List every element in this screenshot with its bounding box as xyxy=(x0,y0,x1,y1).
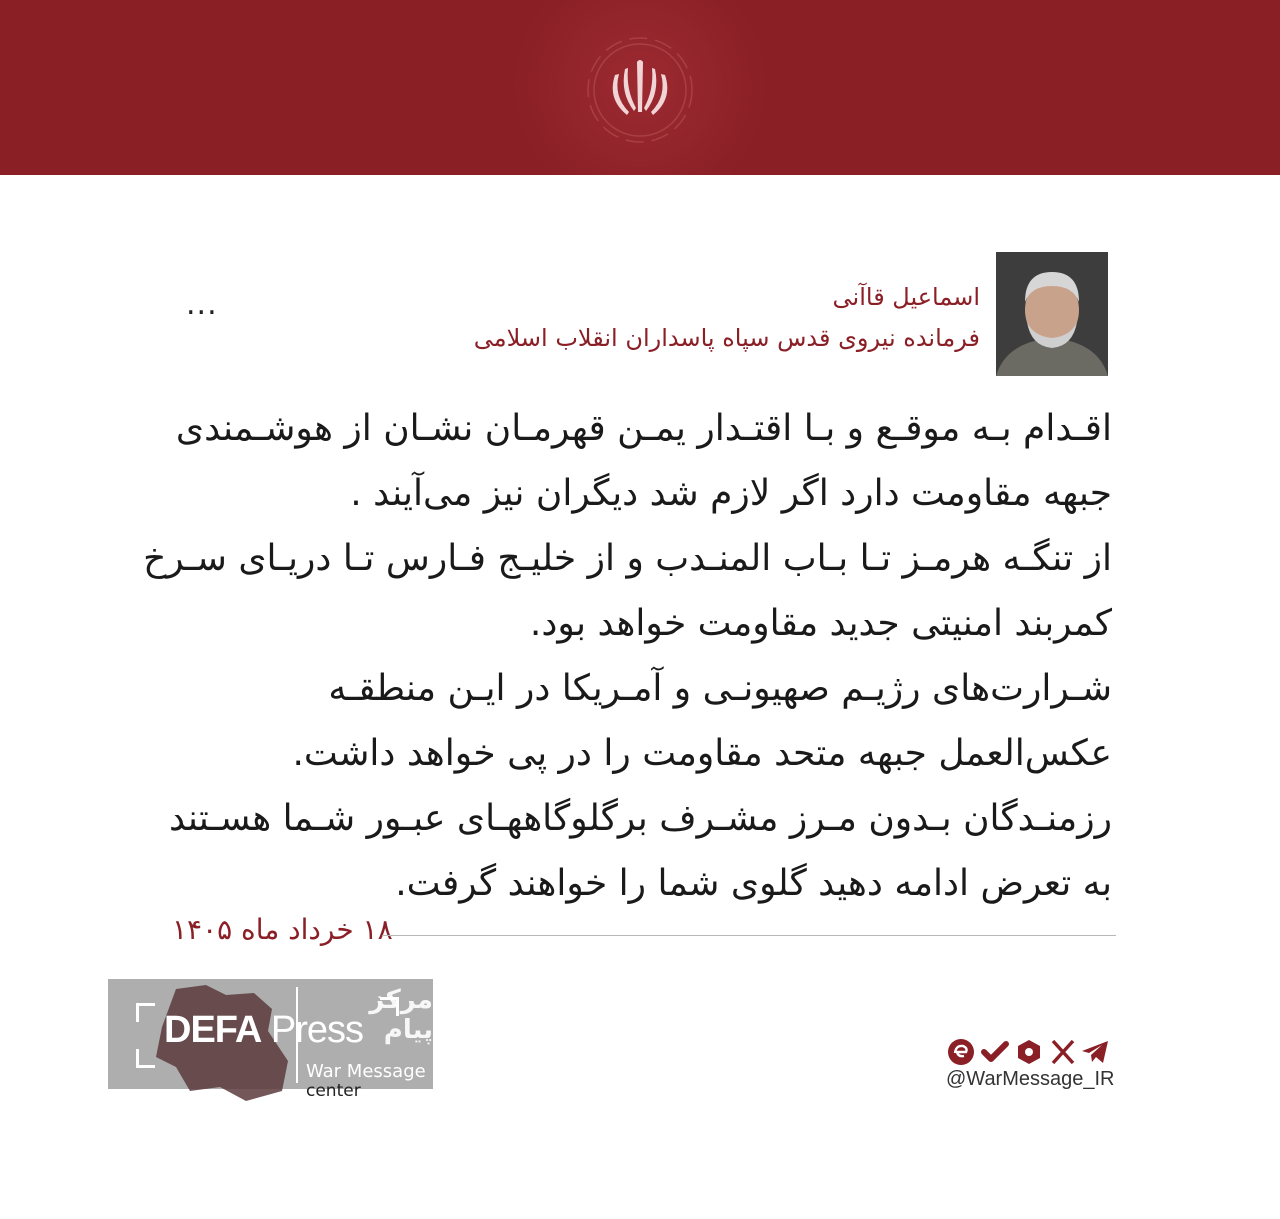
social-icons xyxy=(946,1037,1110,1069)
watermark-brand xyxy=(164,1009,363,1052)
post-line: شـرارت‌های رژیـم صهیونـی و آمـریکا در ایـن منطقـه xyxy=(328,668,1112,709)
telegram-icon[interactable] xyxy=(1080,1037,1110,1067)
defa-press-watermark xyxy=(108,979,433,1101)
date-row xyxy=(172,908,1116,952)
watermark-brand-light: Press xyxy=(261,1009,364,1051)
watermark-brand-bold: DEFA xyxy=(164,1009,262,1051)
avatar-portrait xyxy=(996,252,1108,376)
rubika-icon[interactable] xyxy=(1014,1037,1044,1067)
author-info xyxy=(474,280,980,358)
post-body xyxy=(143,396,1112,916)
watermark-fa-label: مرکز پیام xyxy=(369,985,433,1045)
eitaa-icon[interactable] xyxy=(946,1037,976,1067)
post-date: ۱۸ خرداد ماه ۱۴۰۵ xyxy=(172,913,393,946)
social-handle[interactable]: @WarMessage_IR xyxy=(946,1068,1115,1090)
post-line: عکس‌العمل جبهه متحد مقاومت را در پی خواهد داشت. xyxy=(292,733,1112,774)
watermark-en-line1: War Message xyxy=(306,1061,426,1082)
x-icon[interactable] xyxy=(1048,1037,1078,1067)
post-line: از تنگـه هرمـز تـا بـاب المنـدب و از خلیـج فـارس تـا دریـای سـرخ xyxy=(143,538,1112,579)
author-title: فرمانده نیروی قدس سپاه پاسداران انقلاب اسلامی xyxy=(473,324,980,352)
post-line: کمربند امنیتی جدید مقاومت خواهد بود. xyxy=(529,603,1112,644)
post-line: جبهه مقاومت دارد اگر لازم شد دیگران نیز می‌آیند . xyxy=(350,473,1112,514)
frame-corner xyxy=(136,1049,155,1068)
avatar[interactable] xyxy=(996,252,1108,376)
verified-check-icon[interactable] xyxy=(980,1037,1010,1067)
post-line: اقـدام بـه موقـع و بـا اقتـدار یمـن قهرمـان نشـان از هوشـمندی xyxy=(175,408,1112,449)
post-line: به تعرض ادامه دهید گلوی شما را خواهند گرفت. xyxy=(395,863,1112,904)
iran-emblem-icon xyxy=(580,30,700,150)
more-options-icon[interactable]: ... xyxy=(186,287,218,322)
header-banner xyxy=(0,0,1280,175)
post-line: رزمنـدگان بـدون مـرز مشـرف برگلوگاههـای عبـور شـما هسـتند xyxy=(168,798,1112,839)
date-divider xyxy=(382,935,1116,936)
watermark-en-line2: center xyxy=(306,1081,361,1101)
frame-corner xyxy=(136,1003,155,1022)
author-name: اسماعیل قاآنی xyxy=(832,283,980,311)
